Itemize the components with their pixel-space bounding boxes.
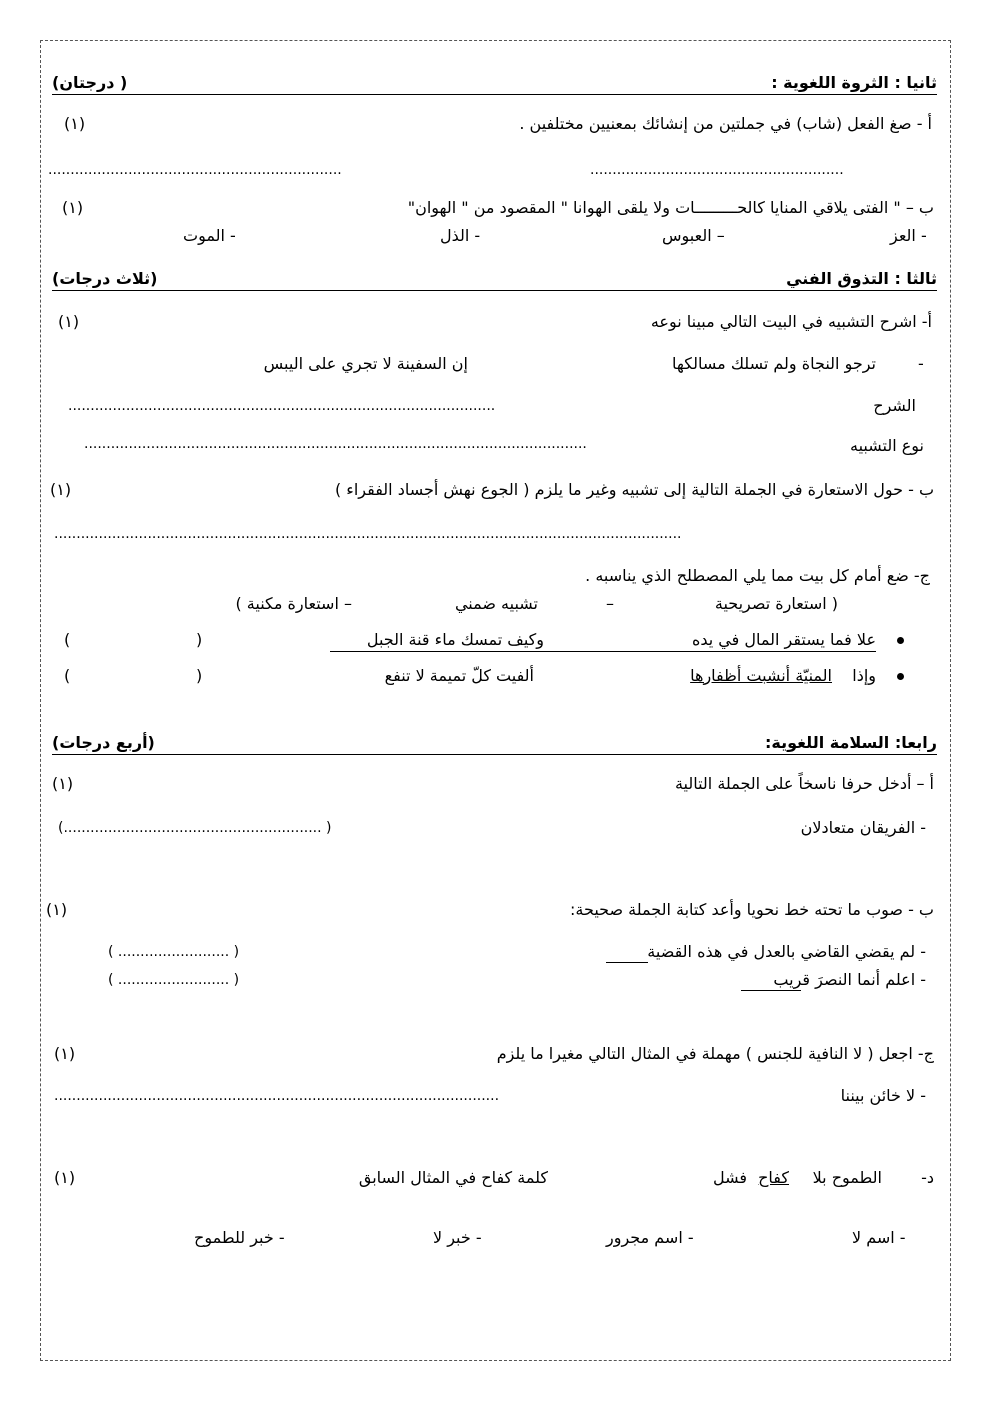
s3-question-b-mark: (١) <box>50 480 72 499</box>
s4-question-c-answer-line[interactable]: .................................................................................................... <box>54 1088 500 1104</box>
s4-question-b-answer-2[interactable]: ( ......................... ) <box>108 972 240 988</box>
s3-explanation-label: الشرح <box>873 396 916 415</box>
s3-bayt-1-part-1: علا فما يستقر المال في يده <box>691 630 876 649</box>
s3-bayt-1-part-2: وكيف تمسك ماء قنة الجبل <box>366 630 544 649</box>
s4-question-a-sentence: - الفريقان متعادلان <box>800 818 926 837</box>
s3-verse-part-2: إن السفينة لا تجري على اليبس <box>263 354 468 373</box>
section-2-marks: ( درجتان) <box>52 73 128 92</box>
s4-option-1[interactable]: - اسم لا <box>852 1228 906 1247</box>
s3-simile-type-label: نوع التشبيه <box>849 436 924 455</box>
section-4-title: رابعا: السلامة اللغوية: <box>764 733 937 752</box>
s3-question-c: ج- ضع أمام كل بيت مما يلي المصطلح الذي يناسبه . <box>585 566 930 585</box>
s4-underline-1 <box>606 962 648 963</box>
s4-question-d-mark: (١) <box>54 1168 76 1187</box>
s4-option-4[interactable]: - خبر للطموح <box>194 1228 285 1247</box>
s4-question-a-answer[interactable]: (.......................................................... ) <box>58 820 332 836</box>
s3-bayt-1-answer-close[interactable]: ) <box>64 630 71 649</box>
s3-bayt-1-answer-open[interactable]: ( <box>196 630 203 649</box>
s4-question-b: ب - صوب ما تحته خط نحويا وأعد كتابة الجملة صحيحة: <box>570 900 934 919</box>
s3-term-3: – استعارة مكنية ) <box>235 594 352 613</box>
s2-option-2[interactable]: – العبوس <box>662 226 725 245</box>
section-2-title: ثانيا : الثروة اللغوية : <box>771 73 937 92</box>
s3-question-a-mark: (١) <box>58 312 80 331</box>
s4-option-2[interactable]: - اسم مجرور <box>606 1228 694 1247</box>
s4-question-d-sentence-a: الطموح بلا <box>812 1168 882 1187</box>
s2-question-a: أ - صغ الفعل (شاب) في جملتين من إنشائك بمعنيين مختلفين . <box>519 114 932 133</box>
s4-question-d-sentence-u: كفاح <box>758 1168 789 1187</box>
section-4-marks: (أربع درجات) <box>52 733 155 752</box>
s3-verse-part-1: ترجو النجاة ولم تسلك مسالكها <box>672 354 876 373</box>
section-4-header <box>52 726 937 755</box>
s2-answer-line-left[interactable]: .................................................................. <box>48 162 342 178</box>
s3-bayt-2-answer-open[interactable]: ( <box>196 666 203 685</box>
s4-question-b-sentence-1: - لم يقضي القاضي بالعدل في هذه القضية <box>647 942 926 961</box>
bullet-1 <box>897 637 904 644</box>
s4-question-a: أ – أدخل حرفا ناسخاً على الجملة التالية <box>674 774 934 793</box>
s3-term-2: تشبيه ضمني <box>454 594 538 613</box>
s2-question-a-mark: (١) <box>64 114 86 133</box>
section-3-marks: (ثلاث درجات) <box>52 269 158 288</box>
s2-option-4[interactable]: - الموت <box>183 226 236 245</box>
s4-question-d-label: د- <box>921 1168 934 1187</box>
s3-question-b: ب - حول الاستعارة في الجملة التالية إلى تشبيه وغير ما يلزم ( الجوع نهش أجساد الفقراء ) <box>334 480 934 499</box>
s4-question-b-sentence-2: - اعلم أنما النصرَ قريب <box>773 970 926 989</box>
s2-question-b-mark: (١) <box>62 198 84 217</box>
s4-question-b-answer-1[interactable]: ( ......................... ) <box>108 944 240 960</box>
s4-underline-2 <box>741 990 801 991</box>
section-3-header <box>52 262 937 291</box>
s2-question-b: ب – " الفتى يلاقي المنايا كالحـــــــــات ولا يلقى الهوانا " المقصود من " الهوان" <box>407 198 934 217</box>
s3-bayt-2-part-1-a: وإذا <box>852 666 876 685</box>
section-3-title: ثالثا : التذوق الفني <box>786 269 937 288</box>
s4-question-c-mark: (١) <box>54 1044 76 1063</box>
s3-bayt-2-answer-close[interactable]: ) <box>64 666 71 685</box>
s4-option-3[interactable]: - خبر لا <box>433 1228 482 1247</box>
s4-question-c: ج- اجعل ( لا النافية للجنس ) مهملة في المثال التالي مغيرا ما يلزم <box>496 1044 934 1063</box>
s3-term-separator: – <box>606 594 614 613</box>
s3-explanation-line[interactable]: ................................................................................................ <box>68 398 496 414</box>
s3-term-1: ( استعارة تصريحية <box>714 594 838 613</box>
s3-bayt-1-underline <box>330 651 876 652</box>
s4-question-c-sentence: - لا خائن بيننا <box>840 1086 926 1105</box>
s2-answer-line-right[interactable]: ......................................................... <box>590 162 844 178</box>
s3-bayt-2-part-2: ألفيت كلّ تميمة لا تنفع <box>384 666 534 685</box>
s3-question-a: أ- اشرح التشبيه في البيت التالي مبينا نوعه <box>650 312 932 331</box>
s4-question-b-mark: (١) <box>46 900 68 919</box>
s2-option-1[interactable]: - العز <box>890 226 927 245</box>
page-border <box>40 40 951 1361</box>
s3-simile-type-line[interactable]: ................................................................................................................. <box>84 436 587 452</box>
bullet-2 <box>897 673 904 680</box>
s4-question-d-question: كلمة كفاح في المثال السابق <box>358 1168 548 1187</box>
s2-option-3[interactable]: - الذل <box>440 226 481 245</box>
s3-question-b-answer-line[interactable]: ............................................................................................................................................. <box>54 526 682 542</box>
s3-bayt-2-part-1-b: المنيّة أنشبت أظفارها <box>690 666 832 685</box>
s4-question-a-mark: (١) <box>52 774 74 793</box>
s4-question-d-sentence-b: فشل <box>712 1168 747 1187</box>
s3-verse-dash: - <box>918 354 924 373</box>
section-2-header <box>52 66 937 95</box>
